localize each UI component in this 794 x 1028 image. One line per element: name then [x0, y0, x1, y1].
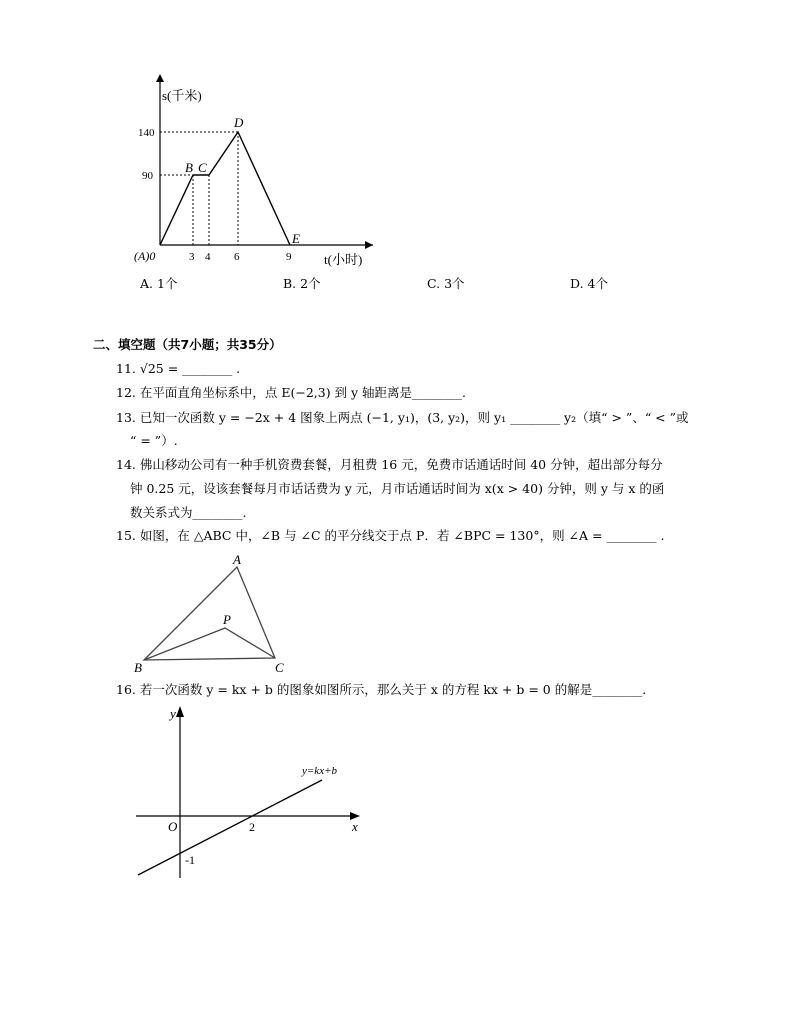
distance-time-graph: [128, 70, 388, 270]
question-text-line1: 已知一次函数 y = −2x + 4 图象上两点 (−1, y₁)，(3, y₂)，则 y₁ ________ y₂（填“ > ”、“ < ”或: [139, 410, 689, 425]
question-12: [116, 385, 466, 401]
question-16: [116, 682, 646, 698]
question-number: 14.: [116, 457, 136, 472]
question-number: 11.: [116, 361, 136, 376]
triangle-figure: [130, 550, 300, 678]
point-c-label: C: [198, 160, 207, 175]
y-tick-90: 90: [142, 170, 153, 182]
distance-path: [160, 132, 290, 245]
x-axis-label: x: [352, 819, 358, 834]
question-14: [116, 457, 663, 473]
question-text-line1: 佛山移动公司有一种手机资费套餐，月租费 16 元，免费市话通话时间 40 分钟，超出部分每分: [139, 457, 663, 472]
question-15: [116, 528, 664, 544]
question-number: 16.: [116, 682, 136, 697]
y-axis-arrow-icon: [156, 74, 164, 82]
choice-letter: B.: [283, 276, 297, 291]
choice-a[interactable]: [140, 274, 177, 292]
x-intercept-label: 2: [249, 820, 255, 834]
x-tick-9: 9: [286, 251, 292, 263]
origin-label: (A)0: [134, 249, 156, 263]
question-11: [116, 361, 240, 377]
vertex-b-label: B: [134, 660, 142, 675]
y-intercept-label: -1: [185, 853, 195, 867]
question-text: 若一次函数 y = kx + b 的图象如图所示，那么关于 x 的方程 kx + b = 0 的解是________.: [139, 682, 647, 697]
x-tick-6: 6: [234, 251, 240, 263]
choice-c[interactable]: [427, 274, 465, 292]
choice-text: 1个: [157, 276, 178, 291]
line-equation-label: y=kx+b: [302, 765, 337, 777]
question-number: 12.: [116, 385, 136, 400]
question-14-line2: 钟 0.25 元，设该套餐每月市话话费为 y 元，月市话通话时间为 x(x > 40) 分钟，则 y 与 x 的函: [130, 481, 665, 496]
choice-text: 3个: [444, 276, 465, 291]
question-13: [116, 410, 689, 426]
section-title: 二、填空题（共7小题；共35分）: [93, 337, 282, 352]
question-number: 15.: [116, 528, 136, 543]
choice-letter: D.: [570, 276, 584, 291]
y-axis-label: s(千米): [162, 88, 202, 103]
x-axis-label: t(小时): [324, 252, 363, 267]
vertex-c-label: C: [275, 660, 284, 675]
linear-function-graph: [130, 700, 370, 885]
angle-bisectors: [144, 628, 275, 660]
x-tick-3: 3: [189, 251, 195, 263]
origin-label: O: [168, 819, 178, 834]
point-d-label: D: [234, 115, 244, 130]
choice-text: 2个: [300, 276, 321, 291]
question-text: 如图，在 △ABC 中，∠B 与 ∠C 的平分线交于点 P．若 ∠BPC = 130°，则 ∠A = ________ .: [139, 528, 665, 543]
choice-d[interactable]: [570, 274, 608, 292]
question-text: √25 = ________ .: [139, 361, 241, 376]
y-tick-140: 140: [138, 127, 155, 139]
choice-letter: A.: [140, 276, 154, 291]
choice-letter: C.: [427, 276, 441, 291]
choice-text: 4个: [587, 276, 608, 291]
question-14-line3: 数关系式为________.: [130, 505, 247, 520]
question-number: 13.: [116, 410, 136, 425]
y-axis-arrow-icon: [176, 706, 184, 717]
question-13-cont: “ = ”）.: [130, 433, 178, 448]
point-p-label: P: [223, 612, 231, 627]
function-line: [138, 780, 322, 875]
x-axis-arrow-icon: [365, 241, 373, 249]
point-e-label: E: [292, 231, 300, 246]
point-b-label: B: [185, 160, 193, 175]
y-axis-label: y: [170, 706, 176, 721]
choice-b[interactable]: [283, 274, 321, 292]
x-tick-4: 4: [205, 251, 211, 263]
vertex-a-label: A: [233, 552, 241, 567]
question-text: 在平面直角坐标系中，点 E(−2,3) 到 y 轴距离是________.: [139, 385, 467, 400]
